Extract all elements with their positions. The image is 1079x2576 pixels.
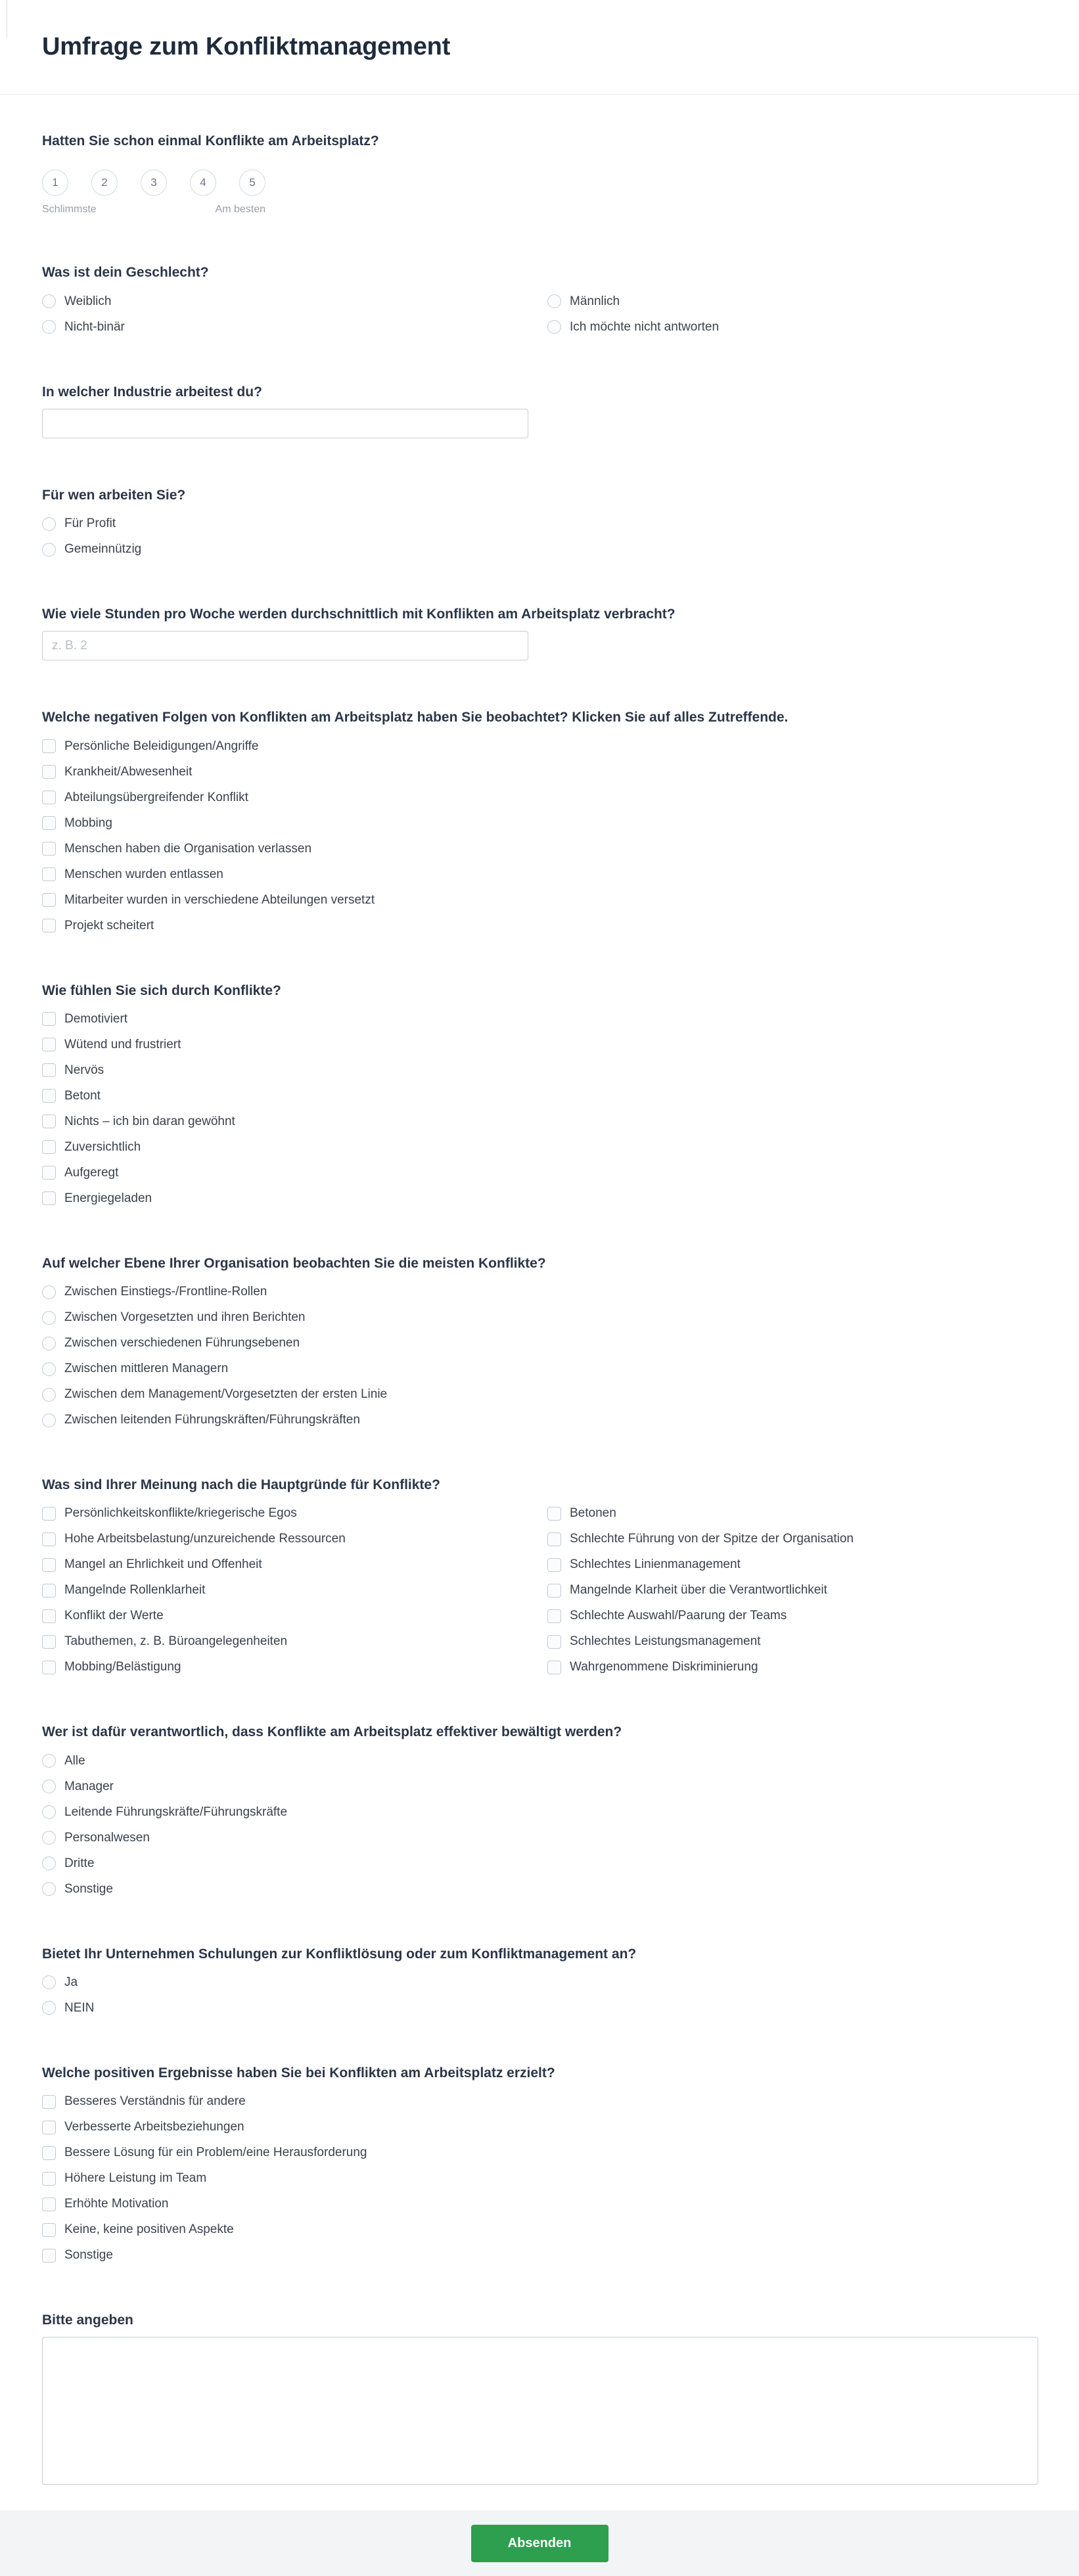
checkbox-icon	[42, 867, 56, 881]
checkbox-option[interactable]	[42, 1191, 1037, 1207]
radio-option[interactable]	[547, 319, 1037, 335]
checkbox-icon	[42, 2121, 56, 2134]
form-footer	[0, 2510, 1079, 2576]
checkbox-icon	[42, 1038, 56, 1051]
radio-option[interactable]	[42, 1387, 1037, 1402]
radio-icon	[42, 1831, 56, 1845]
checkbox-icon	[42, 2249, 56, 2263]
checkbox-icon	[42, 842, 56, 856]
checkbox-icon	[547, 1584, 561, 1598]
option-label: Alle	[64, 1753, 85, 1768]
checkbox-option[interactable]	[42, 1659, 532, 1675]
checkbox-option[interactable]	[42, 1011, 1037, 1027]
option-label: Nichts – ich bin daran gewöhnt	[64, 1114, 235, 1128]
option-label: Demotiviert	[64, 1011, 128, 1026]
checkbox-icon	[547, 1609, 561, 1623]
question-employer-type	[42, 487, 1037, 557]
option-label: Menschen haben die Organisation verlassen	[64, 841, 312, 856]
checkbox-icon	[42, 1166, 56, 1180]
checkbox-option[interactable]	[42, 1531, 532, 1547]
checkbox-option[interactable]	[42, 816, 1037, 831]
option-list	[42, 1975, 1037, 2016]
radio-icon	[42, 1388, 56, 1402]
scale-max-label: Am besten	[215, 204, 265, 216]
radio-icon	[42, 1856, 56, 1870]
option-label: Konflikt der Werte	[64, 1609, 164, 1623]
option-label: Abteilungsübergreifender Konflikt	[64, 790, 248, 804]
checkbox-icon	[42, 2146, 56, 2160]
question-gender	[42, 264, 1037, 334]
option-label: Verbesserte Arbeitsbeziehungen	[64, 2120, 244, 2134]
question-negative-consequences	[42, 709, 1037, 933]
scale-option-4[interactable]: 4	[190, 170, 216, 196]
scale-option-2[interactable]: 2	[91, 170, 118, 196]
option-label: Tabuthemen, z. B. Büroangelegenheiten	[64, 1634, 288, 1649]
checkbox-icon	[42, 2223, 56, 2237]
option-label: NEIN	[64, 2000, 95, 2015]
question-hours-per-week	[42, 606, 1037, 660]
radio-option[interactable]	[547, 294, 1037, 310]
option-label: Mobbing	[64, 816, 112, 830]
checkbox-option[interactable]	[42, 2094, 1037, 2109]
option-label: Zwischen Einstiegs-/Frontline-Rollen	[64, 1285, 267, 1299]
radio-option[interactable]	[42, 294, 532, 310]
checkbox-option[interactable]	[42, 918, 1037, 934]
submit-button[interactable]: Absenden	[471, 2525, 608, 2562]
option-label: Dritte	[64, 1856, 95, 1870]
checkbox-icon	[547, 1507, 561, 1521]
question-label: Wer ist dafür verantwortlich, dass Konflikte am Arbeitsplatz effektiver bewältigt werden?	[42, 1724, 622, 1740]
page-title: Umfrage zum Konfliktmanagement	[42, 33, 451, 60]
radio-option[interactable]	[42, 2000, 1037, 2016]
question-label: Für wen arbeiten Sie?	[42, 487, 186, 503]
option-label: Betonen	[570, 1506, 616, 1521]
checkbox-icon	[42, 1635, 56, 1649]
checkbox-option[interactable]	[42, 2247, 1037, 2263]
checkbox-icon	[42, 1507, 56, 1521]
radio-option[interactable]	[42, 1881, 1037, 1897]
question-label: Wie fühlen Sie sich durch Konflikte?	[42, 982, 281, 998]
option-list	[42, 1506, 1037, 1675]
question-label: Bitte angeben	[42, 2312, 133, 2328]
option-list	[42, 516, 1037, 557]
option-list	[42, 1011, 1037, 1207]
checkbox-option[interactable]	[42, 790, 1037, 806]
option-label: Bessere Lösung für ein Problem/eine Herausforderung	[64, 2146, 367, 2159]
radio-icon	[42, 1362, 56, 1376]
radio-option[interactable]	[42, 1779, 1037, 1795]
radio-icon	[547, 320, 561, 334]
option-label: Menschen wurden entlassen	[64, 867, 223, 881]
option-label: Schlechtes Linienmanagement	[570, 1557, 741, 1572]
option-label: Zwischen mittleren Managern	[64, 1362, 229, 1375]
question-industry	[42, 384, 1037, 438]
option-list	[42, 739, 1037, 934]
radio-option[interactable]	[42, 1412, 1037, 1428]
option-list	[42, 294, 1037, 335]
option-label: Für Profit	[64, 517, 116, 530]
checkbox-icon	[547, 1661, 561, 1674]
checkbox-option[interactable]	[547, 1506, 1037, 1521]
question-label: Auf welcher Ebene Ihrer Organisation beobachten Sie die meisten Konflikte?	[42, 1255, 546, 1271]
option-label: Projekt scheitert	[64, 918, 154, 932]
radio-icon	[42, 1285, 56, 1299]
option-label: Hohe Arbeitsbelastung/unzureichende Ressourcen	[64, 1532, 346, 1546]
radio-option[interactable]	[42, 1335, 1037, 1351]
question-label: Welche positiven Ergebnisse haben Sie bei Konflikten am Arbeitsplatz erzielt?	[42, 2065, 555, 2081]
option-list	[42, 2094, 1037, 2263]
radio-icon	[42, 1754, 56, 1768]
checkbox-option[interactable]	[42, 739, 1037, 754]
checkbox-option[interactable]	[547, 1634, 1037, 1649]
option-label: Persönliche Beleidigungen/Angriffe	[64, 739, 259, 753]
checkbox-option[interactable]	[42, 892, 1037, 908]
radio-option[interactable]	[42, 1805, 1037, 1820]
radio-icon	[42, 1414, 56, 1427]
checkbox-option[interactable]	[42, 764, 1037, 780]
form-body	[0, 95, 1079, 2510]
scale-option-5[interactable]: 5	[239, 170, 265, 196]
checkbox-option[interactable]	[42, 1088, 1037, 1104]
checkbox-icon	[42, 791, 56, 804]
checkbox-icon	[42, 816, 56, 830]
checkbox-option[interactable]	[42, 2145, 1037, 2161]
radio-option[interactable]	[42, 1753, 1037, 1769]
checkbox-icon	[42, 2095, 56, 2109]
question-please-specify	[42, 2312, 1037, 2488]
radio-option[interactable]	[42, 1310, 1037, 1325]
option-label: Mangelnde Klarheit über die Verantwortlichkeit	[570, 1583, 827, 1598]
checkbox-icon	[547, 1532, 561, 1546]
checkbox-option[interactable]	[42, 1114, 1037, 1130]
question-label: Wie viele Stunden pro Woche werden durchschnittlich mit Konflikten am Arbeitsplatz verbracht?	[42, 607, 676, 622]
radio-icon	[42, 543, 56, 557]
question-conflicts-scale	[42, 133, 1037, 216]
checkbox-icon	[42, 2197, 56, 2211]
question-training-offered	[42, 1946, 1037, 2016]
question-label: In welcher Industrie arbeitest du?	[42, 384, 262, 400]
radio-option[interactable]	[42, 541, 1037, 557]
checkbox-option[interactable]	[547, 1582, 1037, 1598]
option-label: Ich möchte nicht antworten	[570, 319, 720, 334]
question-conflict-level	[42, 1255, 1037, 1428]
checkbox-option[interactable]	[42, 2171, 1037, 2186]
checkbox-option[interactable]	[42, 867, 1037, 883]
question-label: Was ist dein Geschlecht?	[42, 265, 209, 281]
checkbox-option[interactable]	[42, 2119, 1037, 2135]
scale-option-1[interactable]: 1	[42, 170, 68, 196]
option-label: Männlich	[570, 294, 620, 308]
radio-option[interactable]	[42, 1830, 1037, 1846]
checkbox-icon	[42, 1140, 56, 1154]
radio-icon	[42, 320, 56, 334]
radio-option[interactable]	[42, 1361, 1037, 1377]
option-label: Mitarbeiter wurden in verschiedene Abteilungen versetzt	[64, 892, 375, 907]
option-label: Zwischen leitenden Führungskräften/Führungskräften	[64, 1413, 360, 1427]
option-label: Höhere Leistung im Team	[64, 2171, 207, 2185]
radio-icon	[42, 1311, 56, 1325]
checkbox-option[interactable]	[42, 1165, 1037, 1181]
option-label: Weiblich	[64, 294, 112, 308]
checkbox-option[interactable]	[42, 1037, 1037, 1053]
option-label: Gemeinnützig	[64, 542, 142, 556]
checkbox-icon	[42, 1558, 56, 1572]
checkbox-option[interactable]	[547, 1531, 1037, 1547]
question-label: Bietet Ihr Unternehmen Schulungen zur Konfliktlösung oder zum Konfliktmanagement an?	[42, 1946, 637, 1962]
scale-min-label: Schlimmste	[42, 204, 97, 216]
question-feelings	[42, 982, 1037, 1207]
option-label: Wütend und frustriert	[64, 1037, 181, 1051]
checkbox-icon	[42, 2172, 56, 2186]
radio-icon	[42, 1805, 56, 1819]
option-label: Mobbing/Belästigung	[64, 1660, 181, 1674]
option-label: Persönlichkeitskonflikte/kriegerische Egos	[64, 1506, 297, 1521]
checkbox-option[interactable]	[547, 1659, 1037, 1675]
checkbox-option[interactable]	[42, 1063, 1037, 1078]
option-label: Schlechte Führung von der Spitze der Organisation	[570, 1532, 854, 1546]
option-label: Zwischen Vorgesetzten und ihren Berichten	[64, 1310, 306, 1324]
option-label: Erhöhte Motivation	[64, 2197, 169, 2211]
option-label: Schlechte Auswahl/Paarung der Teams	[570, 1609, 787, 1623]
radio-icon	[42, 1975, 56, 1989]
scale-endpoint-labels	[42, 204, 265, 216]
option-label: Mangel an Ehrlichkeit und Offenheit	[64, 1557, 262, 1572]
option-label: Krankheit/Abwesenheit	[64, 764, 193, 779]
checkbox-option[interactable]	[42, 1582, 532, 1598]
checkbox-icon	[42, 1191, 56, 1205]
question-label: Welche negativen Folgen von Konflikten am Arbeitsplatz haben Sie beobachtet? Klicken Sie auf alles Zutreffende.	[42, 710, 789, 725]
checkbox-icon	[547, 1558, 561, 1572]
checkbox-option[interactable]	[42, 1634, 532, 1649]
question-responsibility	[42, 1724, 1037, 1897]
radio-icon	[42, 294, 56, 308]
scale-option-3[interactable]: 3	[141, 170, 167, 196]
radio-icon	[42, 517, 56, 531]
radio-icon	[42, 2001, 56, 2015]
option-label: Wahrgenommene Diskriminierung	[570, 1660, 758, 1674]
radio-icon	[42, 1337, 56, 1350]
radio-icon	[42, 1882, 56, 1896]
option-label: Sonstige	[64, 1881, 113, 1896]
checkbox-option[interactable]	[42, 841, 1037, 857]
form-header	[0, 0, 1079, 95]
option-label: Manager	[64, 1779, 114, 1793]
option-label: Personalwesen	[64, 1830, 150, 1845]
checkbox-option[interactable]	[547, 1557, 1037, 1573]
checkbox-option[interactable]	[42, 2196, 1037, 2212]
option-label: Energiegeladen	[64, 1191, 152, 1205]
option-label: Sonstige	[64, 2248, 113, 2262]
question-main-reasons	[42, 1477, 1037, 1675]
checkbox-icon	[42, 1089, 56, 1103]
checkbox-option[interactable]	[42, 1506, 532, 1521]
checkbox-icon	[42, 919, 56, 932]
checkbox-icon	[42, 1584, 56, 1598]
radio-option[interactable]	[42, 1284, 1037, 1300]
option-label: Ja	[64, 1975, 78, 1989]
checkbox-icon	[42, 1063, 56, 1077]
checkbox-option[interactable]	[42, 1557, 532, 1573]
option-label: Zuversichtlich	[64, 1139, 141, 1154]
checkbox-option[interactable]	[547, 1608, 1037, 1624]
checkbox-icon	[42, 893, 56, 907]
checkbox-option[interactable]	[42, 1608, 532, 1624]
checkbox-icon	[42, 1609, 56, 1623]
option-label: Zwischen verschiedenen Führungsebenen	[64, 1336, 300, 1350]
radio-option[interactable]	[42, 319, 532, 335]
checkbox-option[interactable]	[42, 2222, 1037, 2238]
question-positive-outcomes	[42, 2065, 1037, 2263]
radio-icon	[547, 294, 561, 308]
radio-option[interactable]	[42, 516, 1037, 532]
option-label: Besseres Verständnis für andere	[64, 2094, 246, 2108]
checkbox-icon	[42, 739, 56, 753]
checkbox-option[interactable]	[42, 1139, 1037, 1155]
checkbox-icon	[42, 1661, 56, 1674]
checkbox-icon	[42, 1532, 56, 1546]
radio-option[interactable]	[42, 1975, 1037, 1990]
question-label: Was sind Ihrer Meinung nach die Hauptgründe für Konflikte?	[42, 1477, 440, 1492]
option-list	[42, 1284, 1037, 1428]
option-label: Nicht-binär	[64, 319, 125, 334]
option-list	[42, 1753, 1037, 1897]
radio-icon	[42, 1780, 56, 1793]
checkbox-icon	[42, 1115, 56, 1128]
option-label: Mangelnde Rollenklarheit	[64, 1583, 206, 1598]
option-label: Nervös	[64, 1063, 104, 1077]
option-label: Aufgeregt	[64, 1165, 119, 1180]
option-label: Zwischen dem Management/Vorgesetzten der ersten Linie	[64, 1387, 388, 1401]
option-label: Schlechtes Leistungsmanagement	[570, 1634, 761, 1649]
checkbox-icon	[42, 1012, 56, 1026]
option-label: Leitende Führungskräfte/Führungskräfte	[64, 1805, 288, 1819]
question-label: Hatten Sie schon einmal Konflikte am Arbeitsplatz?	[42, 133, 379, 149]
radio-option[interactable]	[42, 1856, 1037, 1872]
hours-input[interactable]	[42, 631, 528, 660]
scale-options	[42, 170, 1037, 196]
option-label: Keine, keine positiven Aspekte	[64, 2222, 234, 2236]
industry-input[interactable]	[42, 409, 528, 438]
checkbox-icon	[42, 765, 56, 779]
checkbox-icon	[547, 1635, 561, 1649]
option-label: Betont	[64, 1088, 101, 1103]
please-specify-textarea[interactable]	[42, 2337, 1038, 2485]
